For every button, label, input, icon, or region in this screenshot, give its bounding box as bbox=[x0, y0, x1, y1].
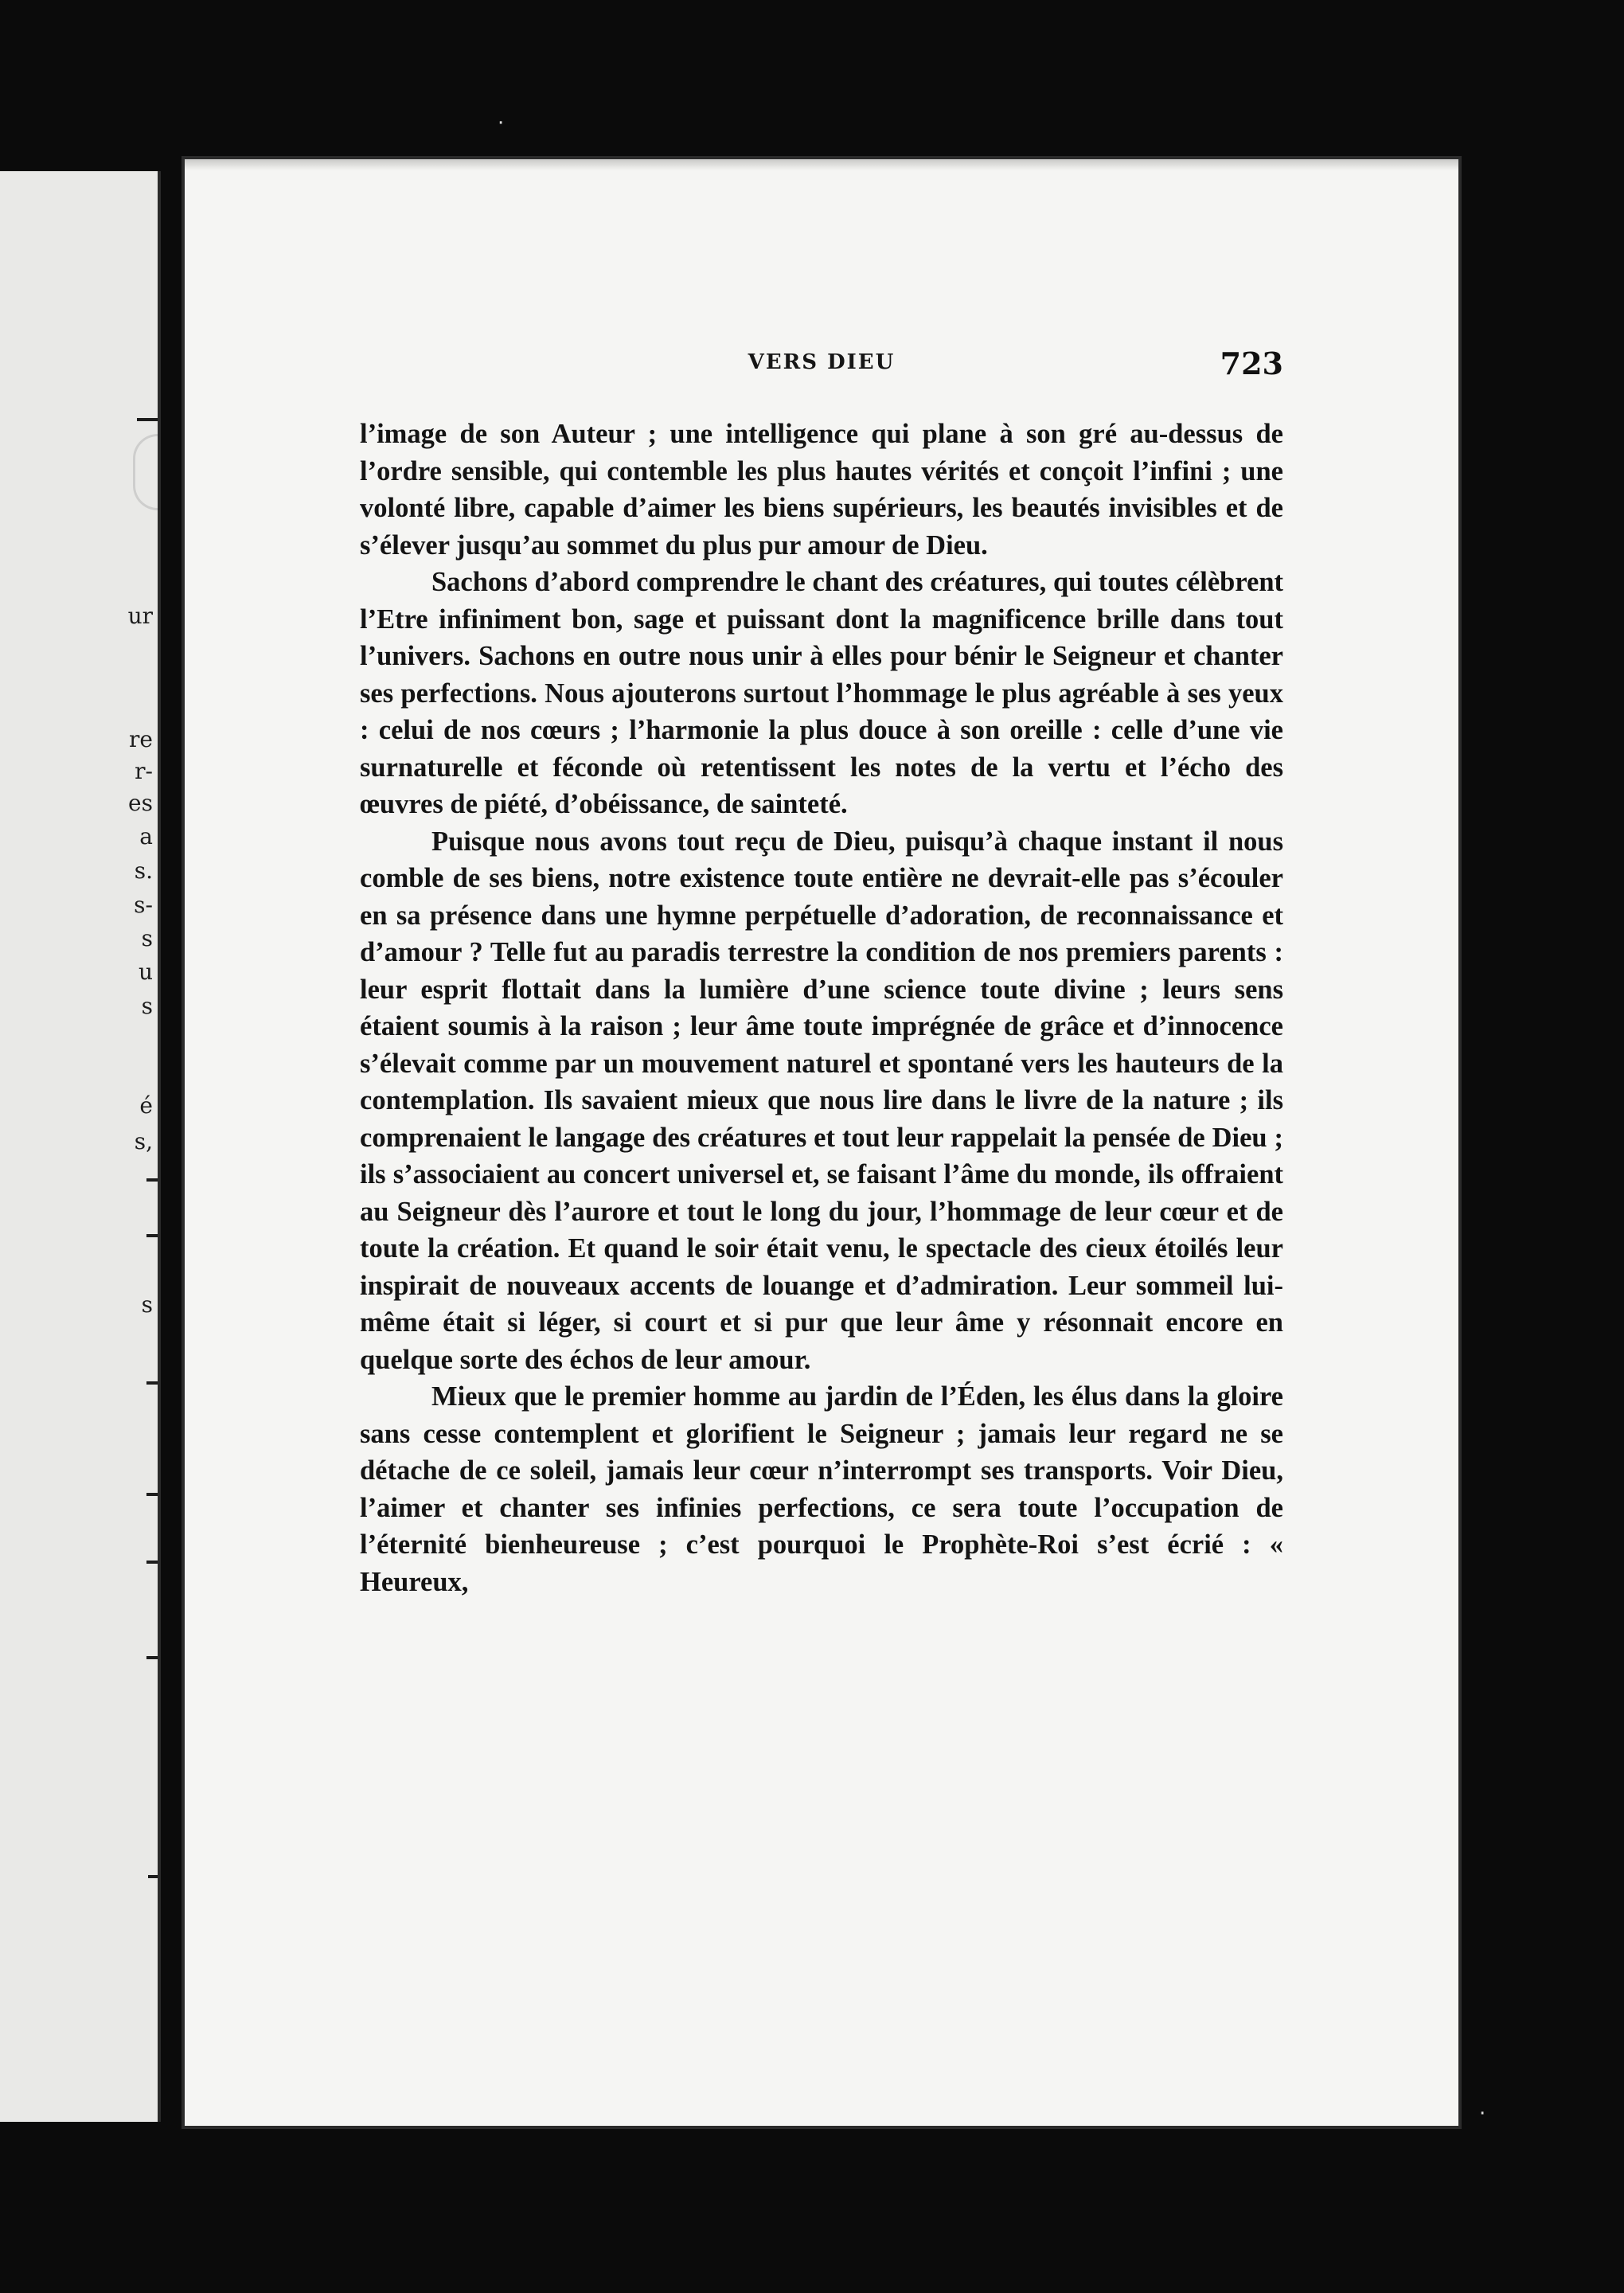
running-head: VERS DIEU bbox=[748, 350, 896, 374]
rule-mark bbox=[146, 1178, 158, 1182]
text-fragment: s bbox=[141, 993, 153, 1019]
paragraph: Puisque nous avons tout reçu de Dieu, puisqu’à chaque instant il nous comble de ses biens, notre existence toute entière ne devrait-elle pas s’écouler en sa présence dans une hymne perpétuelle d’adoration, de reconnaissance et d’amour ? Telle fut au paradis terrestre la condition de nos premiers parents : leur esprit flottait dans la lumière d’une science toute divine ; leurs sens étaient soumis à la raison ; leur âme toute imprégnée de grâce et d’innocence s’élevait comme par un mouvement naturel et spontané vers les hauteurs de la contemplation. Ils savaient mieux que nous lire dans le livre de la nature ; ils comprenaient le langage des créatures et tout leur rappelait la pensée de Dieu ; ils s’associaient au concert universel et, se faisant l’âme du monde, ils offraient au Seigneur dès l’aurore et tout le long du jour, l’hommage de leur cœur et de toute la création. Et quand le soir était venu, le spectacle des cieux étoilés leur inspirait de nouveaux accents de louange et d’admiration. Leur sommeil lui-même était si léger, si court et si pur que leur âme y résonnait encore en quelque sorte des échos de leur amour. bbox=[360, 826, 1283, 1375]
scan-speck: · bbox=[1479, 2102, 1486, 2126]
scan-speck: · bbox=[498, 111, 505, 135]
book-page bbox=[185, 159, 1458, 2126]
text-fragment: es bbox=[128, 790, 153, 816]
rule-mark bbox=[137, 418, 158, 421]
rule-mark bbox=[146, 1561, 158, 1564]
text-fragment: s. bbox=[134, 857, 153, 884]
page-header bbox=[360, 346, 1283, 390]
text-fragment: é bbox=[139, 1092, 153, 1119]
rule-mark bbox=[148, 1875, 158, 1878]
text-fragment: r- bbox=[135, 758, 153, 784]
text-fragment: ur bbox=[127, 603, 153, 629]
paragraph: Mieux que le premier homme au jardin de l’Éden, les élus dans la gloire sans cesse contemplent et glorifient le Seigneur ; jamais leur regard ne se détache de ce soleil, jamais leur cœur n’interrompt ses transports. Voir Dieu, l’aimer et chanter ses infinies perfections, ce sera toute l’occupation de l’éternité bienheureuse ; c’est pourquoi le Prophète-Roi s’est écrié : « Heureux, bbox=[360, 1381, 1283, 1597]
ornament-fragment bbox=[133, 434, 158, 510]
text-fragment: s bbox=[141, 925, 153, 951]
rule-mark bbox=[146, 1234, 158, 1237]
rule-mark bbox=[146, 1381, 158, 1385]
rule-mark bbox=[146, 1656, 158, 1659]
text-fragment: a bbox=[139, 823, 153, 850]
facing-page-edge bbox=[0, 171, 161, 2122]
paragraph: Sachons d’abord comprendre le chant des créatures, qui toutes célèbrent l’Etre infiniment bon, sage et puissant dont la magnificence brille dans tout l’univers. Sachons en outre nous unir à elles pour bénir le Seigneur et chanter ses perfections. Nous ajouterons surtout l’hommage le plus agréable à ses yeux : celui de nos cœurs ; l’harmonie la plus douce à son oreille : celle d’une vie surnaturelle et féconde où retentissent les notes de la vertu et l’écho des œuvres de piété, d’obéissance, de sainteté. bbox=[360, 567, 1283, 819]
rule-mark bbox=[146, 1493, 158, 1496]
text-fragment: re bbox=[129, 726, 153, 752]
text-fragment: s bbox=[141, 1291, 153, 1318]
text-fragment: u bbox=[138, 959, 153, 985]
paragraph: l’image de son Auteur ; une intelligence qui plane à son gré au-dessus de l’ordre sensible, qui contemble les plus hautes vérités et conçoit l’infini ; une volonté libre, capable d’aimer les biens supérieurs, les beautés invisibles et de s’élever jusqu’au sommet du plus pur amour de Dieu. bbox=[360, 419, 1283, 561]
text-fragment: s- bbox=[134, 892, 153, 918]
body-text bbox=[360, 416, 1283, 1600]
page-number: 723 bbox=[1220, 346, 1283, 381]
text-fragment: s, bbox=[134, 1128, 153, 1154]
